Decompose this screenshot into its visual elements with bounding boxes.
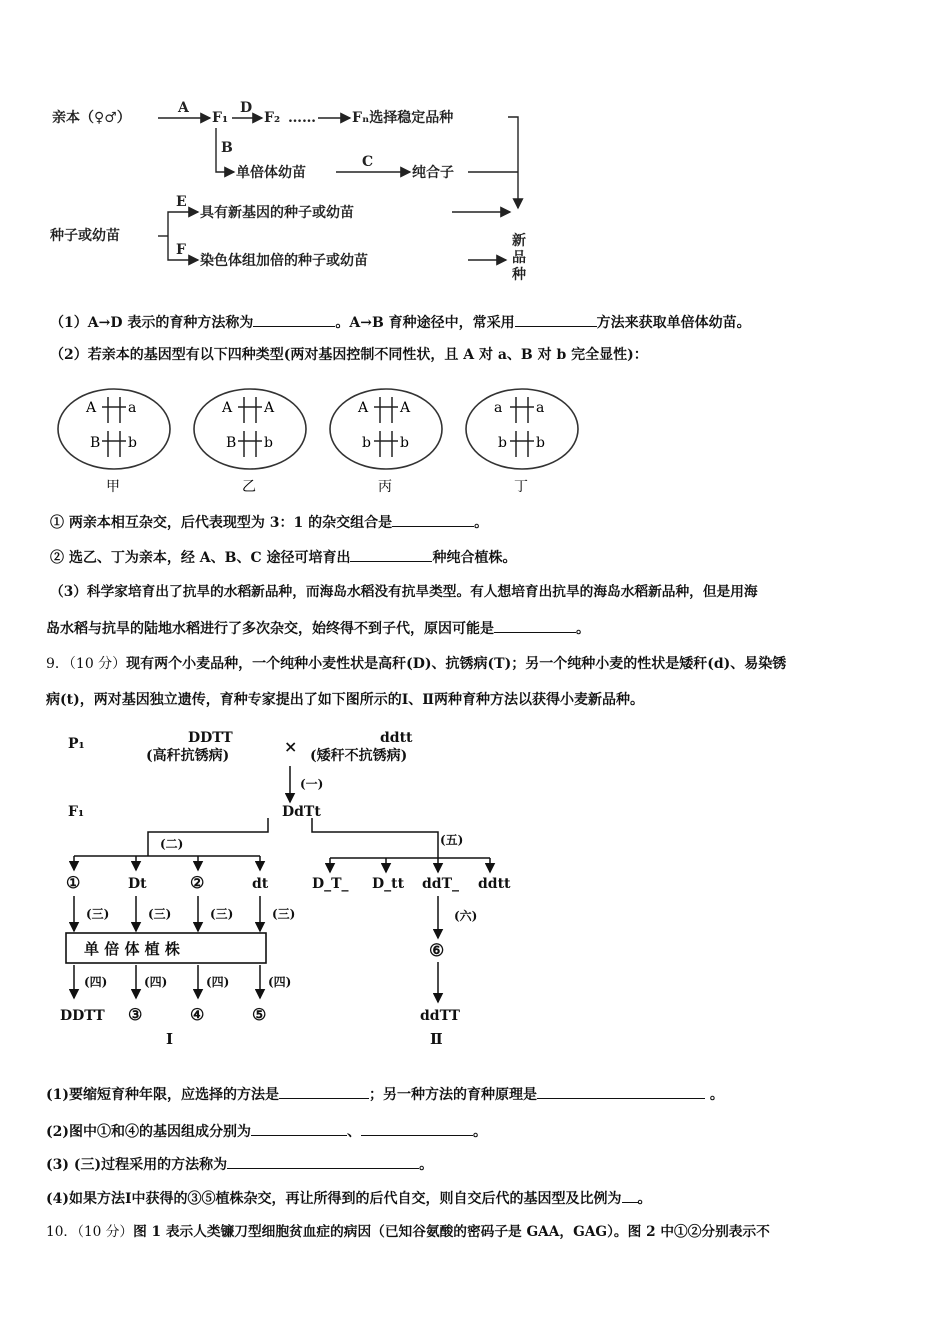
allele: b: [536, 435, 545, 451]
q8-part3-line1: （3）科学家培育出了抗旱的水稻新品种，而海岛水稻没有抗旱类型。有人想培育出抗旱的海岛水稻新品种，但是用海: [50, 584, 758, 600]
step-3-label: (三): [148, 907, 172, 921]
arrow-b-label: B: [221, 140, 233, 156]
blank-4[interactable]: [350, 547, 432, 562]
blank-9[interactable]: [361, 1121, 473, 1136]
breeding-flowchart-1: [40, 90, 560, 290]
q9-intro-line1: 9．（10 分）现有两个小麦品种，一个纯种小麦性状是高秆(D)、抗锈病(T)；另一个纯种小麦的性状是矮秆(d)、易染锈: [46, 656, 787, 672]
arrow-d-label: D: [240, 100, 253, 116]
new-variety-char-1: 新: [512, 233, 526, 249]
cross-symbol: ×: [284, 737, 298, 756]
gamete-1: ①: [66, 873, 81, 892]
result-5: ⑤: [252, 1005, 267, 1024]
blank-1[interactable]: [253, 312, 335, 327]
step-4-label: (四): [268, 975, 292, 989]
q8-sub1: ① 两亲本相互杂交，后代表现型为 3：1 的杂交组合是 。: [50, 512, 488, 533]
step-3-label: (三): [272, 907, 296, 921]
q8-part3-line2: 岛水稻与抗旱的陆地水稻进行了多次杂交，始终得不到子代，原因可能是 。: [46, 618, 590, 639]
allele: a: [494, 400, 503, 416]
plant-6: ⑥: [429, 941, 445, 961]
blank-11[interactable]: [622, 1188, 638, 1203]
q9-intro-line2: 病(t)，两对基因独立遗传，育种专家提出了如下图所示的Ⅰ、Ⅱ两种育种方法以获得小麦新品种。: [46, 692, 645, 708]
allele: b: [128, 435, 137, 451]
q9-answer-1: (1)要缩短育种年限，应选择的方法是 ；另一种方法的育种原理是 。: [46, 1084, 724, 1105]
allele: b: [362, 435, 371, 451]
arrow-c-label: C: [362, 154, 374, 170]
f1-label: F₁: [212, 110, 229, 126]
f1-label-2: F₁: [68, 804, 85, 820]
blank-7[interactable]: [537, 1084, 705, 1099]
doubled-label: 染色体组加倍的种子或幼苗: [200, 253, 368, 269]
arrow-a-label: A: [178, 100, 189, 116]
fn-select-label: Fₙ选择稳定品种: [352, 110, 454, 126]
tall-resistant-label: (高秆抗锈病): [146, 748, 230, 764]
allele: B: [226, 435, 237, 451]
cell-jia: [58, 389, 170, 495]
step-3-label: (三): [210, 907, 234, 921]
cell-label: 甲: [106, 479, 120, 495]
step-4-label: (四): [84, 975, 108, 989]
blank-10[interactable]: [227, 1154, 419, 1169]
p1-label: P₁: [68, 736, 85, 752]
wheat-breeding-diagram: [60, 726, 530, 1056]
homozygote-label: 纯合子: [412, 165, 454, 181]
step-3-label: (三): [86, 907, 110, 921]
step-5-label: (五): [440, 833, 464, 847]
f2-genotype-1: D_T_: [312, 876, 349, 892]
dttt-f1-label: DdTt: [282, 804, 321, 820]
f2-genotype-2: D_tt: [372, 876, 405, 892]
allele: a: [536, 400, 545, 416]
ddtt-parent2-label: ddtt: [380, 730, 413, 746]
f2-genotype-3: ddT_: [422, 876, 459, 892]
f2-label: F₂: [264, 110, 281, 126]
allele: b: [400, 435, 409, 451]
blank-8[interactable]: [251, 1121, 347, 1136]
gamete-2: ②: [190, 873, 205, 892]
parent-label: 亲本（♀♂）: [52, 110, 131, 126]
step-6-label: (六): [454, 909, 478, 923]
q8-sub2: ② 选乙、丁为亲本，经 A、B、C 途径可培育出 种纯合植株。: [50, 547, 516, 568]
genotype-cells: [50, 385, 590, 500]
cell-yi: [194, 389, 306, 495]
f2-genotype-4: ddtt: [478, 876, 511, 892]
blank-6[interactable]: [279, 1084, 369, 1099]
short-susceptible-label: (矮秆不抗锈病): [310, 748, 408, 764]
arrow-f-label: F: [176, 242, 186, 258]
new-variety-char-3: 种: [512, 267, 526, 283]
haploid-plant-label: 单 倍 体 植 株: [84, 940, 180, 958]
allele: A: [222, 400, 233, 416]
cell-ding: [466, 389, 578, 495]
allele: b: [264, 435, 273, 451]
result-3: ③: [128, 1005, 143, 1024]
method-2-label: Ⅱ: [430, 1030, 443, 1048]
result-ddtt-2: ddTT: [420, 1008, 460, 1024]
haploid-seedling-label: 单倍体幼苗: [236, 165, 306, 181]
allele: A: [400, 400, 411, 416]
allele: b: [498, 435, 507, 451]
q8-part2: （2）若亲本的基因型有以下四种类型(两对基因控制不同性状，且 A 对 a、B 对 b 完全显性)：: [50, 347, 648, 363]
q9-answer-4: (4)如果方法Ⅰ中获得的③⑤植株杂交，再让所得到的后代自交，则自交后代的基因型及比例为 。: [46, 1188, 652, 1209]
cell-label: 丙: [378, 479, 392, 495]
step-2-label: (二): [160, 837, 184, 851]
step-4-label: (四): [144, 975, 168, 989]
allele: B: [90, 435, 101, 451]
q9-answer-2: (2)图中①和④的基因组成分别为 、 。: [46, 1121, 487, 1142]
new-gene-label: 具有新基因的种子或幼苗: [200, 205, 354, 221]
step-1-label: (一): [300, 777, 324, 791]
result-4: ④: [190, 1005, 205, 1024]
result-ddtt: DDTT: [60, 1008, 105, 1024]
allele: A: [264, 400, 275, 416]
ellipsis: ……: [288, 110, 316, 126]
cell-bing: [330, 389, 442, 495]
blank-5[interactable]: [494, 618, 576, 633]
allele: A: [358, 400, 369, 416]
cell-label: 丁: [514, 479, 528, 495]
arrow-e-label: E: [176, 194, 187, 210]
gamete-dt: Dt: [128, 876, 147, 892]
method-1-label: Ⅰ: [166, 1030, 174, 1048]
q9-answer-3: (3) (三)过程采用的方法称为 。: [46, 1154, 433, 1175]
cell-label: 乙: [242, 479, 256, 495]
allele: a: [128, 400, 137, 416]
ddtt-parent-label: DDTT: [188, 730, 233, 746]
blank-2[interactable]: [515, 312, 597, 327]
seed-label: 种子或幼苗: [50, 228, 120, 244]
q8-part1: （1）A→D 表示的育种方法称为 。A→B 育种途径中，常采用 方法来获取单倍体幼苗。: [50, 312, 751, 333]
new-variety-char-2: 品: [512, 250, 526, 266]
gamete-dt-2: dt: [252, 876, 269, 892]
blank-3[interactable]: [392, 512, 474, 527]
allele: A: [86, 400, 97, 416]
q10-intro: 10．（10 分）图 1 表示人类镰刀型细胞贫血症的病因（已知谷氨酸的密码子是 GAA，GAG）。图 2 中①②分别表示不: [46, 1224, 770, 1240]
step-4-label: (四): [206, 975, 230, 989]
